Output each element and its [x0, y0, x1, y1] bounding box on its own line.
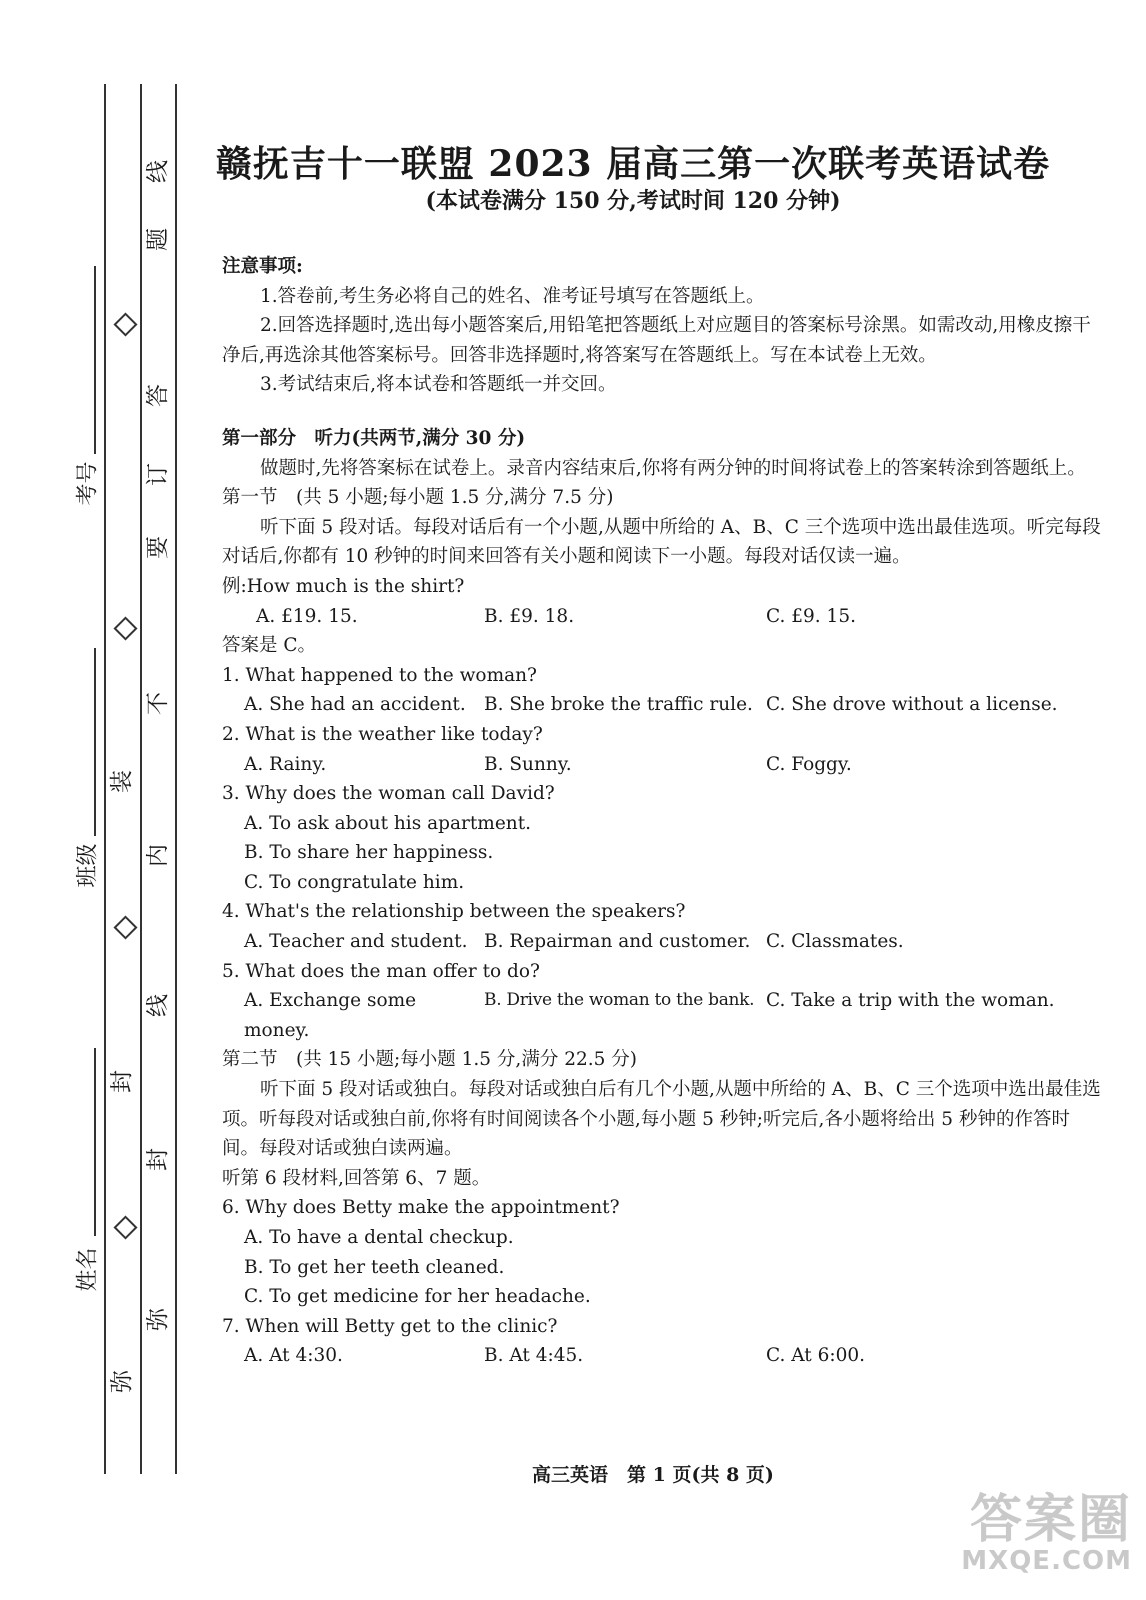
seal-char: 装: [109, 770, 135, 793]
option: C. To congratulate him.: [244, 871, 465, 893]
exam-number-blank[interactable]: [94, 266, 96, 454]
option: B. To share her happiness.: [244, 842, 494, 864]
option: A. Teacher and student.: [244, 931, 468, 953]
section2-intro: 听下面 5 段对话或独白。每段对话或独白后有几个小题,从题中所给的 A、B、C 三个选项中选出最佳选项。听每段对话或独白前,你将有时间阅读各个小题,每小题 5 秒钟;听完后,各小题将给出 5 秒钟的作答时间。每段对话或独白读两遍。: [222, 1079, 1101, 1160]
watermark-top: 答案圈: [969, 1490, 1132, 1550]
option: B. Sunny.: [484, 753, 572, 775]
option: B. At 4:45.: [484, 1345, 584, 1367]
option: C. She drove without a license.: [766, 694, 1058, 716]
seal-char: 线: [145, 994, 171, 1017]
seal-char: 封: [145, 1148, 171, 1171]
option: C. To get medicine for her headache.: [244, 1286, 591, 1308]
section1-heading: 第一节 (共 5 小题;每小题 1.5 分,满分 7.5 分): [222, 487, 614, 509]
option: B. £9. 18.: [484, 605, 575, 627]
option: B. She broke the traffic rule.: [484, 694, 753, 716]
option: B. Repairman and customer.: [484, 931, 751, 953]
watermark-logo: [961, 1490, 1132, 1576]
option: A. £19. 15.: [256, 605, 358, 627]
margin-rule-outer: [104, 84, 106, 1474]
option: B. To get her teeth cleaned.: [244, 1256, 505, 1278]
option: A. She had an accident.: [244, 694, 466, 716]
class-label: 班级: [75, 843, 101, 888]
name-label: 姓名: [75, 1247, 101, 1292]
seal-char: 线: [145, 160, 171, 183]
margin-rule-inner: [175, 84, 177, 1474]
option: A. Rainy.: [244, 753, 327, 775]
example-options: [222, 602, 1106, 632]
margin-diamond: [113, 1215, 137, 1239]
seal-char: 封: [109, 1070, 135, 1093]
name-blank[interactable]: [94, 1048, 96, 1236]
margin-rule-middle: [140, 84, 142, 1474]
seal-char: 答: [145, 384, 171, 407]
watermark-bottom: MXQE.COM: [961, 1546, 1132, 1576]
option: C. At 6:00.: [766, 1345, 866, 1367]
seal-char: 题: [145, 228, 171, 251]
question: 7. When will Betty get to the clinic?: [222, 1315, 558, 1337]
class-blank[interactable]: [94, 648, 96, 836]
example-question: 例:How much is the shirt?: [222, 575, 465, 597]
section1-intro: 听下面 5 段对话。每段对话后有一个小题,从题中所给的 A、B、C 三个选项中选出最佳选项。听完每段对话后,你都有 10 秒钟的时间来回答有关小题和阅读下一小题。每段对话仅读一遍。: [222, 516, 1101, 568]
section2-heading: 第二节 (共 15 小题;每小题 1.5 分,满分 22.5 分): [222, 1049, 637, 1071]
option: B. Drive the woman to the bank.: [484, 990, 755, 1011]
option: C. Classmates.: [766, 931, 904, 953]
part1-intro: 做题时,先将答案标在试卷上。录音内容结束后,你将有两分钟的时间将试卷上的答案转涂到答题纸上。: [260, 457, 1086, 479]
page-footer: 高三英语 第 1 页(共 8 页): [532, 1464, 774, 1486]
seal-char: 要: [145, 536, 171, 559]
question: 6. Why does Betty make the appointment?: [222, 1197, 620, 1219]
page-subtitle: (本试卷满分 150 分,考试时间 120 分钟): [425, 188, 841, 214]
margin-diamond: [113, 312, 137, 336]
option: A. Exchange some money.: [244, 990, 417, 1041]
notice-heading: 注意事项:: [222, 256, 303, 277]
seal-char: 内: [145, 844, 171, 867]
options-row: [222, 986, 1106, 1045]
seal-char: 弥: [145, 1308, 171, 1331]
notice-item: 3.考试结束后,将本试卷和答题纸一并交回。: [260, 374, 617, 396]
options-row: [222, 1341, 1106, 1371]
example-answer: 答案是 C。: [222, 635, 317, 657]
question: 4. What's the relationship between the speakers?: [222, 901, 686, 923]
seal-char: 不: [145, 692, 171, 715]
part1-heading: 第一部分 听力(共两节,满分 30 分): [222, 427, 526, 449]
notice-item: 1.答卷前,考生务必将自己的姓名、准考证号填写在答题纸上。: [260, 285, 765, 307]
question: 1. What happened to the woman?: [222, 664, 537, 686]
margin-diamond: [113, 915, 137, 939]
seal-char: 弥: [109, 1370, 135, 1393]
question: 2. What is the weather like today?: [222, 723, 543, 745]
options-row: [222, 690, 1106, 720]
notice-item: 2.回答选择题时,选出每小题答案后,用铅笔把答题纸上对应题目的答案标号涂黑。如需改动,用橡皮擦干净后,再选涂其他答案标号。回答非选择题时,将答案写在答题纸上。写在本试卷上无效。: [222, 315, 1091, 366]
option: C. Foggy.: [766, 753, 852, 775]
option: A. To ask about his apartment.: [244, 812, 532, 834]
option: C. Take a trip with the woman.: [766, 990, 1055, 1012]
option: C. £9. 15.: [766, 605, 856, 627]
margin-diamond: [113, 616, 137, 640]
material-instruction: 听第 6 段材料,回答第 6、7 题。: [222, 1167, 491, 1189]
page-title: 赣抚吉十一联盟 2023 届高三第一次联考英语试卷: [215, 143, 1051, 185]
question: 5. What does the man offer to do?: [222, 960, 540, 982]
exam-content: [222, 252, 1106, 1371]
exam-number-label: 考号: [75, 461, 101, 506]
option: A. To have a dental checkup.: [244, 1227, 514, 1248]
option: A. At 4:30.: [244, 1345, 343, 1367]
options-row: [222, 750, 1106, 780]
seal-char: 订: [145, 463, 171, 486]
question: 3. Why does the woman call David?: [222, 783, 555, 805]
options-row: [222, 927, 1106, 957]
